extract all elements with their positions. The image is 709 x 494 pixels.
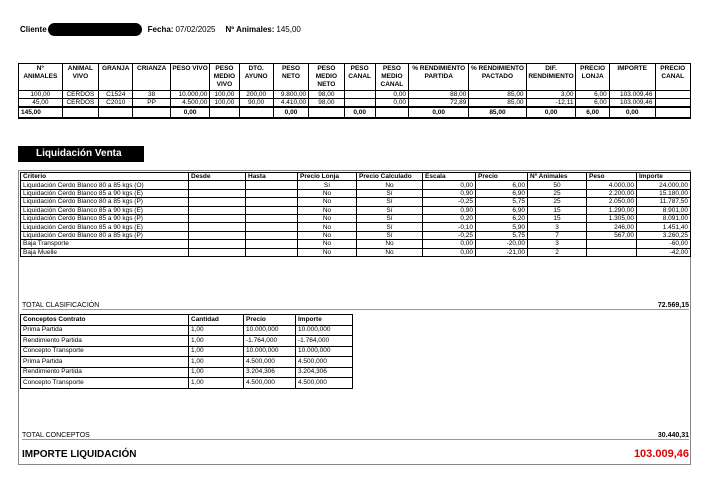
total-conceptos-label: TOTAL CONCEPTOS bbox=[22, 432, 90, 439]
table-row bbox=[21, 198, 691, 206]
table-cell: 3.260,25 bbox=[637, 231, 691, 239]
table-cell: -42,00 bbox=[637, 248, 691, 256]
table-cell bbox=[189, 214, 246, 222]
table-cell: C2010 bbox=[99, 99, 133, 108]
table-cell: 3 bbox=[528, 240, 587, 248]
table-cell: 1.290,00 bbox=[587, 206, 637, 214]
column-header: Precio Lonja bbox=[298, 173, 357, 181]
table-cell: 0,00 bbox=[273, 107, 308, 118]
table-cell bbox=[189, 189, 246, 197]
header-line bbox=[20, 22, 311, 36]
table-cell bbox=[246, 231, 298, 239]
table-cell: 0,00 bbox=[170, 107, 210, 118]
table-cell: 1.305,00 bbox=[587, 214, 637, 222]
column-header: Escala bbox=[423, 173, 476, 181]
table-cell: Liquidación Cerdo Blanco 80 a 85 kgs (O) bbox=[21, 181, 189, 189]
table-cell: Baja Muelle bbox=[21, 248, 189, 256]
table-cell: Concepto Transporte bbox=[21, 378, 189, 389]
table-cell: 567,00 bbox=[587, 231, 637, 239]
table-cell bbox=[99, 107, 133, 118]
column-header: Precio bbox=[476, 173, 528, 181]
table-cell: 4.000,00 bbox=[587, 181, 637, 189]
importe-liquidacion-value: 103.009,46 bbox=[633, 448, 689, 460]
table-cell: Concepto Transporte bbox=[21, 346, 189, 357]
table-cell: Sí bbox=[298, 181, 357, 189]
table-cell: -60,00 bbox=[637, 240, 691, 248]
table-cell bbox=[246, 240, 298, 248]
table-row bbox=[21, 367, 353, 378]
table-row bbox=[21, 189, 691, 197]
column-header: Precio bbox=[244, 315, 296, 326]
table-cell: 24.000,00 bbox=[637, 181, 691, 189]
table-cell: -0,25 bbox=[423, 198, 476, 206]
animals-table bbox=[18, 63, 691, 119]
table-cell: No bbox=[357, 181, 423, 189]
table-cell: PP bbox=[133, 99, 170, 108]
table-cell: 5,75 bbox=[476, 231, 528, 239]
table-cell: 3.204,306 bbox=[296, 367, 353, 378]
fecha-label: Fecha: bbox=[147, 24, 174, 34]
table-cell: 1,00 bbox=[189, 346, 244, 357]
table-cell: 90,00 bbox=[239, 99, 273, 108]
table-cell: 10.000,00 bbox=[170, 91, 210, 99]
table-cell: Sí bbox=[357, 231, 423, 239]
table-cell: Sí bbox=[357, 206, 423, 214]
table-cell bbox=[246, 189, 298, 197]
table-cell: 25 bbox=[528, 189, 587, 197]
table-cell: 0,00 bbox=[409, 107, 469, 118]
table-cell: Liquidación Cerdo Blanco 80 a 85 kgs (P) bbox=[21, 198, 189, 206]
table-cell: No bbox=[298, 189, 357, 197]
table-cell: 11.787,50 bbox=[637, 198, 691, 206]
conceptos-table bbox=[20, 314, 353, 389]
table-cell bbox=[246, 248, 298, 256]
table-cell bbox=[62, 107, 98, 118]
table-cell: Sí bbox=[357, 214, 423, 222]
total-clasificacion-value: 72.569,15 bbox=[657, 302, 689, 309]
column-header: PRECIO CANAL bbox=[655, 64, 690, 91]
column-header: PESO MEDIO VIVO bbox=[210, 64, 239, 91]
table-cell: Rendimiento Partida bbox=[21, 336, 189, 347]
column-header: % RENDIMIENTO PARTIDA bbox=[409, 64, 469, 91]
table-row bbox=[21, 325, 353, 336]
table-cell: 100,00 bbox=[19, 91, 63, 99]
table-cell: 50 bbox=[528, 181, 587, 189]
table-cell: No bbox=[357, 240, 423, 248]
table-cell: No bbox=[298, 198, 357, 206]
table-cell: Sí bbox=[357, 198, 423, 206]
table-cell: 103.009,46 bbox=[609, 99, 655, 108]
table-row bbox=[21, 336, 353, 347]
fecha-value: 07/02/2025 bbox=[175, 24, 216, 34]
table-cell: 4.410,00 bbox=[273, 99, 308, 108]
table-cell: 0,00 bbox=[423, 240, 476, 248]
table-cell: No bbox=[298, 231, 357, 239]
table-cell: 15 bbox=[528, 206, 587, 214]
importe-liquidacion-label: IMPORTE LIQUIDACIÓN bbox=[22, 448, 137, 460]
column-header: PESO MEDIO CANAL bbox=[375, 64, 408, 91]
table-cell bbox=[189, 231, 246, 239]
column-header: CRIANZA bbox=[133, 64, 170, 91]
table-cell: Liquidación Cerdo Blanco 80 a 85 kgs (P) bbox=[21, 231, 189, 239]
table-cell bbox=[655, 107, 690, 118]
animals-table-header bbox=[19, 64, 691, 91]
column-header: Desde bbox=[189, 173, 246, 181]
cliente-label: Cliente bbox=[20, 24, 47, 34]
table-cell: 88,00 bbox=[409, 91, 469, 99]
column-header: PESO CANAL bbox=[344, 64, 375, 91]
table-cell: 6,90 bbox=[476, 189, 528, 197]
table-cell: 15.180,00 bbox=[637, 189, 691, 197]
table-cell: 0,00 bbox=[609, 107, 655, 118]
table-cell: 85,00 bbox=[469, 99, 526, 108]
column-header: Peso bbox=[587, 173, 637, 181]
table-cell: 1,00 bbox=[189, 336, 244, 347]
table-cell: No bbox=[298, 240, 357, 248]
column-header: IMPORTE bbox=[609, 64, 655, 91]
table-row bbox=[21, 346, 353, 357]
table-cell bbox=[344, 91, 375, 99]
total-conceptos-value: 30.440,31 bbox=[657, 432, 689, 439]
table-cell: 10.000,000 bbox=[296, 325, 353, 336]
table-cell bbox=[655, 99, 690, 108]
table-cell: 145,00 bbox=[19, 107, 63, 118]
column-header: DTO. AYUNO bbox=[239, 64, 273, 91]
table-cell: 8.901,00 bbox=[637, 206, 691, 214]
table-cell: 98,00 bbox=[309, 91, 344, 99]
table-cell: 98,00 bbox=[309, 99, 344, 108]
table-cell: 6,00 bbox=[576, 91, 609, 99]
table-cell bbox=[246, 198, 298, 206]
table-cell: Sí bbox=[357, 189, 423, 197]
redacted-client-name bbox=[48, 23, 142, 36]
importe-liquidacion bbox=[22, 448, 689, 460]
table-cell: -0,25 bbox=[423, 231, 476, 239]
table-cell: 0,90 bbox=[423, 206, 476, 214]
total-conceptos bbox=[22, 432, 689, 440]
table-cell: 3,00 bbox=[526, 91, 576, 99]
table-cell bbox=[246, 181, 298, 189]
table-cell bbox=[189, 223, 246, 231]
table-cell: C1524 bbox=[99, 91, 133, 99]
table-cell: 4.500,000 bbox=[244, 378, 296, 389]
table-cell: 1,00 bbox=[189, 357, 244, 368]
table-cell bbox=[239, 107, 273, 118]
animales-value: 145,00 bbox=[276, 24, 301, 34]
table-cell bbox=[189, 198, 246, 206]
table-cell: CERDOS bbox=[62, 91, 98, 99]
table-cell: Prima Partida bbox=[21, 325, 189, 336]
table-row bbox=[19, 91, 691, 99]
table-cell: CERDOS bbox=[62, 99, 98, 108]
table-cell: 10.000,000 bbox=[296, 346, 353, 357]
table-cell: Liquidación Cerdo Blanco 85 a 90 kgs (E) bbox=[21, 206, 189, 214]
table-cell: 0,00 bbox=[423, 248, 476, 256]
conceptos-table-header bbox=[21, 315, 353, 326]
table-cell bbox=[133, 107, 170, 118]
table-cell: 4.500,000 bbox=[296, 378, 353, 389]
table-cell: 10.000,000 bbox=[244, 346, 296, 357]
table-cell: 25 bbox=[528, 198, 587, 206]
table-cell bbox=[587, 248, 637, 256]
table-cell: 1,00 bbox=[189, 378, 244, 389]
table-cell: 0,90 bbox=[423, 189, 476, 197]
column-header: Nº Animales bbox=[528, 173, 587, 181]
table-cell: -21,00 bbox=[476, 248, 528, 256]
table-cell bbox=[344, 99, 375, 108]
table-cell: 2.200,00 bbox=[587, 189, 637, 197]
criterio-table-header bbox=[21, 173, 691, 181]
column-header: Hasta bbox=[246, 173, 298, 181]
table-cell: 4.500,000 bbox=[244, 357, 296, 368]
table-cell: 0,00 bbox=[344, 107, 375, 118]
table-cell: 85,00 bbox=[469, 107, 526, 118]
table-cell: Liquidación Cerdo Blanco 85 a 90 kgs (E) bbox=[21, 223, 189, 231]
table-cell bbox=[210, 107, 239, 118]
table-cell: 45,00 bbox=[19, 99, 63, 108]
table-cell bbox=[246, 223, 298, 231]
table-cell: 2.050,00 bbox=[587, 198, 637, 206]
table-cell: 4.500,00 bbox=[170, 99, 210, 108]
table-cell: 7 bbox=[528, 231, 587, 239]
table-row bbox=[19, 99, 691, 108]
column-header: Precio Calculado bbox=[357, 173, 423, 181]
table-cell: 5,90 bbox=[476, 223, 528, 231]
table-cell: 38 bbox=[133, 91, 170, 99]
table-cell: 6,20 bbox=[476, 214, 528, 222]
table-cell: 6,00 bbox=[476, 181, 528, 189]
table-cell: 0,20 bbox=[423, 214, 476, 222]
column-header: ANIMAL VIVO bbox=[62, 64, 98, 91]
table-row bbox=[21, 181, 691, 189]
table-cell: No bbox=[298, 223, 357, 231]
table-cell: 1,00 bbox=[189, 325, 244, 336]
column-header: PESO MEDIO NETO bbox=[309, 64, 344, 91]
table-cell: 200,00 bbox=[239, 91, 273, 99]
table-cell: -12,11 bbox=[526, 99, 576, 108]
table-cell bbox=[189, 206, 246, 214]
criterio-table bbox=[20, 172, 691, 257]
table-cell: No bbox=[298, 248, 357, 256]
table-cell bbox=[246, 206, 298, 214]
table-row bbox=[21, 206, 691, 214]
table-cell: 6,00 bbox=[576, 107, 609, 118]
table-cell: 0,00 bbox=[526, 107, 576, 118]
table-cell: 15 bbox=[528, 214, 587, 222]
table-cell bbox=[587, 240, 637, 248]
table-cell: Sí bbox=[357, 223, 423, 231]
table-cell: 100,00 bbox=[210, 99, 239, 108]
column-header: % RENDIMIENTO PACTADO bbox=[469, 64, 526, 91]
table-cell: No bbox=[298, 206, 357, 214]
column-header: Conceptos Contrato bbox=[21, 315, 189, 326]
column-header: DIF. RENDIMIENTO bbox=[526, 64, 576, 91]
table-cell: 4.500,000 bbox=[296, 357, 353, 368]
column-header: PESO VIVO bbox=[170, 64, 210, 91]
table-cell: No bbox=[298, 214, 357, 222]
table-cell: 3 bbox=[528, 223, 587, 231]
column-header: Criterio bbox=[21, 173, 189, 181]
column-header: Importe bbox=[637, 173, 691, 181]
animales-label: Nº Animales: bbox=[225, 24, 275, 34]
column-header: PESO NETO bbox=[273, 64, 308, 91]
table-cell: -1.764,000 bbox=[296, 336, 353, 347]
table-cell: 1.451,40 bbox=[637, 223, 691, 231]
table-cell: 3.204,306 bbox=[244, 367, 296, 378]
table-cell: 0,00 bbox=[423, 181, 476, 189]
table-cell: -20,00 bbox=[476, 240, 528, 248]
table-cell: Baja Transporte bbox=[21, 240, 189, 248]
section-title: Liquidación Venta bbox=[18, 146, 144, 162]
table-cell: Liquidación Cerdo Blanco 85 a 90 kgs (E) bbox=[21, 189, 189, 197]
table-cell: 103.009,46 bbox=[609, 91, 655, 99]
table-cell: 100,00 bbox=[210, 91, 239, 99]
table-cell: 85,00 bbox=[469, 91, 526, 99]
table-cell: 8.091,00 bbox=[637, 214, 691, 222]
table-cell: 0,00 bbox=[375, 91, 408, 99]
table-cell: Liquidación Cerdo Blanco 85 a 90 kgs (P) bbox=[21, 214, 189, 222]
column-header: Nº ANIMALES bbox=[19, 64, 63, 91]
total-row bbox=[19, 107, 691, 118]
table-cell bbox=[189, 248, 246, 256]
table-row bbox=[21, 357, 353, 368]
table-row bbox=[21, 240, 691, 248]
table-row bbox=[21, 248, 691, 256]
table-cell: 9.800,00 bbox=[273, 91, 308, 99]
table-cell: 2 bbox=[528, 248, 587, 256]
table-cell bbox=[375, 107, 408, 118]
table-cell: No bbox=[357, 248, 423, 256]
table-cell: 72,89 bbox=[409, 99, 469, 108]
table-cell bbox=[309, 107, 344, 118]
table-cell: -0,10 bbox=[423, 223, 476, 231]
table-cell: 6,90 bbox=[476, 206, 528, 214]
column-header: PRECIO LONJA bbox=[576, 64, 609, 91]
total-clasificacion-label: TOTAL CLASIFICACIÓN bbox=[22, 302, 100, 309]
table-cell: Rendimiento Partida bbox=[21, 367, 189, 378]
table-cell: -1.764,000 bbox=[244, 336, 296, 347]
table-cell bbox=[655, 91, 690, 99]
column-header: GRANJA bbox=[99, 64, 133, 91]
table-cell: 1,00 bbox=[189, 367, 244, 378]
table-cell bbox=[189, 240, 246, 248]
table-cell: 10.000,000 bbox=[244, 325, 296, 336]
total-clasificacion bbox=[22, 302, 689, 310]
table-cell: 5,75 bbox=[476, 198, 528, 206]
table-cell: 6,00 bbox=[576, 99, 609, 108]
table-cell bbox=[246, 214, 298, 222]
table-row bbox=[21, 231, 691, 239]
table-cell: 246,00 bbox=[587, 223, 637, 231]
table-cell: Prima Partida bbox=[21, 357, 189, 368]
table-row bbox=[21, 214, 691, 222]
table-cell: 0,00 bbox=[375, 99, 408, 108]
table-cell bbox=[189, 181, 246, 189]
column-header: Importe bbox=[296, 315, 353, 326]
table-row bbox=[21, 378, 353, 389]
table-row bbox=[21, 223, 691, 231]
column-header: Cantidad bbox=[189, 315, 244, 326]
